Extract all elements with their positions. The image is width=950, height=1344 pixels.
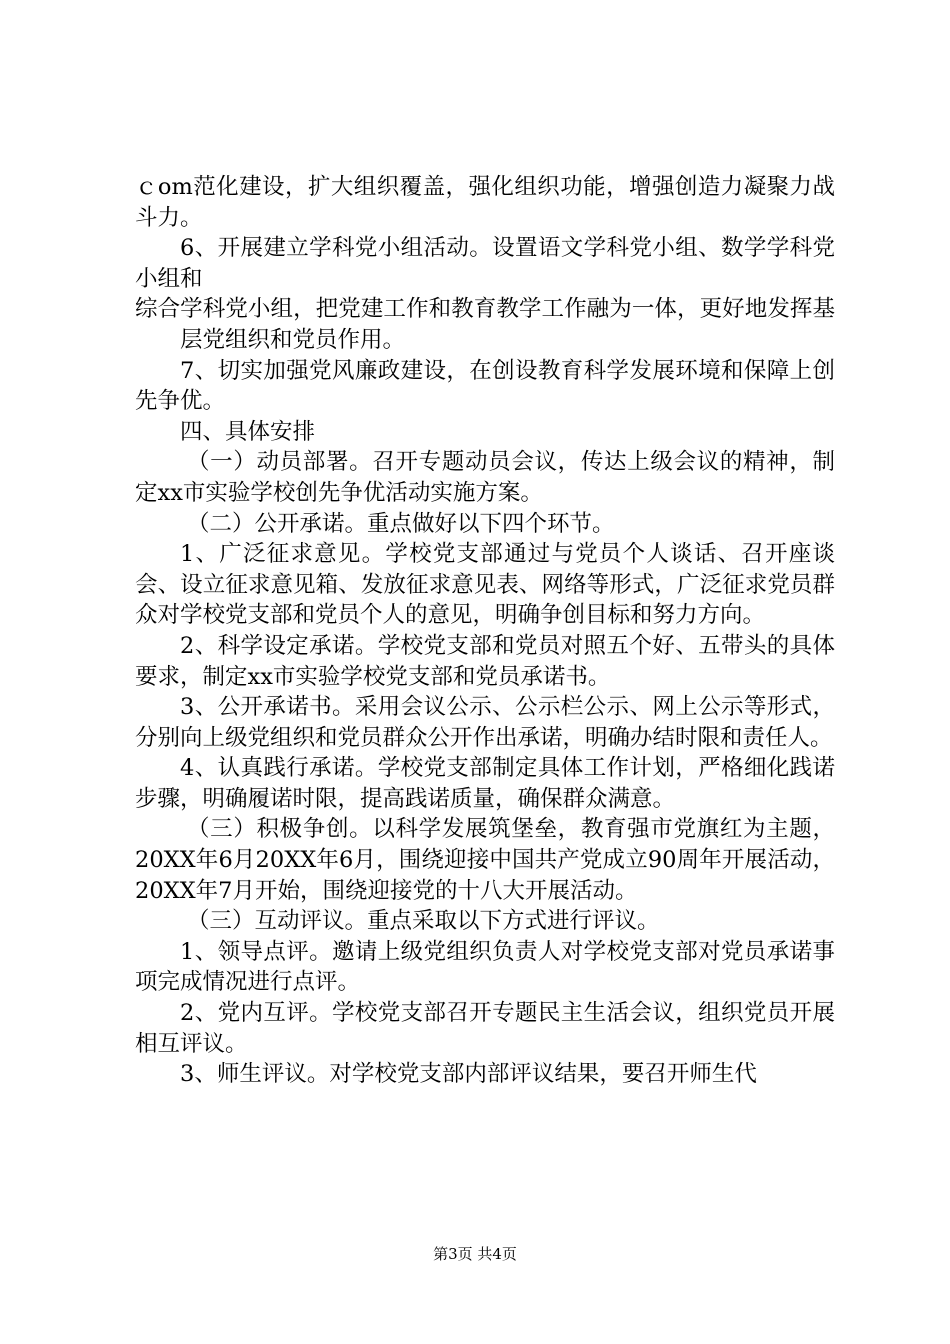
page-footer [0,1244,950,1264]
paragraph: ｃom范化建设，扩大组织覆盖，强化组织功能，增强创造力凝聚力战斗力。 [135,174,835,231]
paragraph: （三）积极争创。以科学发展筑堡垒，教育强市党旗红为主题，20XX年6月20XX年6月，围绕迎接中国共产党成立90周年开展活动，20XX年7月开始，围绕迎接党的十八大开展活动。 [135,816,835,904]
paragraph: 6、开展建立学科党小组活动。设置语文学科党小组、数学学科党小组和 [135,235,835,292]
section-heading: 四、具体安排 [180,418,316,445]
paragraph: （一）动员部署。召开专题动员会议，传达上级会议的精神，制定xx市实验学校创先争优活动实施方案。 [135,449,835,506]
paragraph: 4、认真践行承诺。学校党支部制定具体工作计划，严格细化践诺步骤，明确履诺时限，提高践诺质量，确保群众满意。 [135,755,835,812]
paragraph: 2、党内互评。学校党支部召开专题民主生活会议，组织党员开展相互评议。 [135,1000,835,1057]
paragraph: （二）公开承诺。重点做好以下四个环节。 [187,510,615,537]
document-body [135,172,835,1090]
paragraph: 3、公开承诺书。采用会议公示、公示栏公示、网上公示等形式，分别向上级党组织和党员群众公开作出承诺，明确办结时限和责任人。 [135,694,835,751]
paragraph: 1、领导点评。邀请上级党组织负责人对学校党支部对党员承诺事项完成情况进行点评。 [135,938,835,996]
paragraph: 7、切实加强党风廉政建设，在创设教育科学发展环境和保障上创先争优。 [135,357,835,415]
paragraph: 2、科学设定承诺。学校党支部和党员对照五个好、五带头的具体要求，制定xx市实验学校党支部和党员承诺书。 [135,632,835,690]
paragraph: 3、师生评议。对学校党支部内部评议结果，要召开师生代 [180,1061,757,1088]
paragraph: （三）互动评议。重点采取以下方式进行评议。 [187,908,660,935]
paragraph: 综合学科党小组，把党建工作和教育教学工作融为一体，更好地发挥基层党组织和党员作用。 [135,296,835,353]
page-number: 第3页 共4页 [433,1245,517,1263]
paragraph: 1、广泛征求意见。学校党支部通过与党员个人谈话、召开座谈会、设立征求意见箱、发放征求意见表、网络等形式，广泛征求党员群众对学校党支部和党员个人的意见，明确争创目标和努力方向。 [135,541,835,629]
